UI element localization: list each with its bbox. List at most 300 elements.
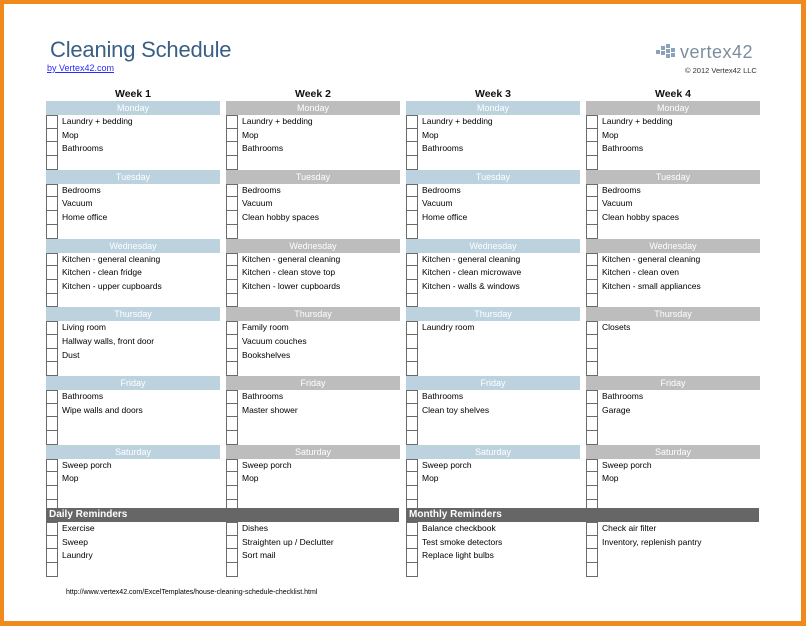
- task-row: [46, 335, 220, 349]
- task-row: [226, 253, 400, 267]
- task-row: [46, 294, 220, 308]
- reminder-checkbox[interactable]: [226, 563, 238, 577]
- task-checkbox[interactable]: [226, 156, 238, 170]
- task-label: Clean hobby spaces: [602, 212, 680, 223]
- task-label: Mop: [602, 129, 619, 140]
- task-row: [226, 335, 400, 349]
- task-checkbox[interactable]: [406, 142, 418, 156]
- task-checkbox[interactable]: [226, 335, 238, 349]
- task-label: Family room: [242, 322, 289, 333]
- task-label: Mop: [422, 129, 439, 140]
- day-block: [406, 307, 580, 376]
- task-row: [406, 253, 580, 267]
- task-label: Hallway walls, front door: [62, 335, 155, 346]
- day-block: [406, 376, 580, 445]
- task-checkbox[interactable]: [406, 197, 418, 211]
- task-row: [226, 321, 400, 335]
- day-header: Tuesday: [226, 170, 400, 184]
- task-checkbox[interactable]: [226, 362, 238, 376]
- task-checkbox[interactable]: [46, 211, 58, 225]
- reminder-checkbox[interactable]: [406, 522, 418, 536]
- day-block: [406, 239, 580, 308]
- task-row: [406, 184, 580, 198]
- day-header: Monday: [226, 101, 400, 115]
- task-row: [586, 184, 760, 198]
- task-row: [46, 142, 220, 156]
- task-label: Bathrooms: [602, 143, 644, 154]
- task-row: [46, 115, 220, 129]
- task-checkbox[interactable]: [586, 362, 598, 376]
- task-label: Kitchen - clean stove top: [242, 267, 336, 278]
- task-row: [226, 142, 400, 156]
- task-checkbox[interactable]: [46, 390, 58, 404]
- day-block: [46, 170, 220, 239]
- task-checkbox[interactable]: [586, 280, 598, 294]
- task-row: [406, 156, 580, 170]
- task-checkbox[interactable]: [226, 486, 238, 500]
- task-label: Home office: [62, 212, 108, 223]
- task-row: [406, 362, 580, 376]
- task-checkbox[interactable]: [226, 417, 238, 431]
- task-checkbox[interactable]: [406, 253, 418, 267]
- daily-reminders: [46, 508, 399, 561]
- task-checkbox[interactable]: [586, 225, 598, 239]
- task-row: [406, 459, 580, 473]
- day-header: Wednesday: [406, 239, 580, 253]
- day-header: Thursday: [406, 307, 580, 321]
- day-block: [406, 101, 580, 170]
- day-block: [586, 307, 760, 376]
- task-checkbox[interactable]: [586, 431, 598, 445]
- task-checkbox[interactable]: [586, 253, 598, 267]
- task-checkbox[interactable]: [586, 197, 598, 211]
- task-label: Kitchen - general cleaning: [62, 253, 161, 264]
- task-checkbox[interactable]: [586, 349, 598, 363]
- task-row: [226, 280, 400, 294]
- task-list: [586, 321, 760, 376]
- task-checkbox[interactable]: [46, 280, 58, 294]
- task-row: [406, 115, 580, 129]
- task-checkbox[interactable]: [406, 349, 418, 363]
- reminder-checkbox[interactable]: [586, 522, 598, 536]
- schedule-sheet: [4, 4, 801, 621]
- day-header: Tuesday: [46, 170, 220, 184]
- task-checkbox[interactable]: [46, 404, 58, 418]
- task-checkbox[interactable]: [46, 472, 58, 486]
- task-row: [226, 225, 400, 239]
- reminder-column: [226, 522, 400, 577]
- task-label: Vacuum: [422, 198, 453, 209]
- reminder-label: Replace light bulbs: [422, 550, 494, 561]
- reminder-checkbox[interactable]: [406, 536, 418, 550]
- reminder-row: [226, 522, 400, 536]
- reminder-checkbox[interactable]: [46, 563, 58, 577]
- task-checkbox[interactable]: [406, 294, 418, 308]
- task-label: Sweep porch: [242, 459, 292, 470]
- task-label: Sweep porch: [62, 459, 112, 470]
- task-checkbox[interactable]: [46, 129, 58, 143]
- task-checkbox[interactable]: [406, 431, 418, 445]
- day-header: Saturday: [226, 445, 400, 459]
- task-checkbox[interactable]: [226, 349, 238, 363]
- reminder-checkbox[interactable]: [226, 536, 238, 550]
- task-row: [406, 390, 580, 404]
- task-row: [586, 486, 760, 500]
- reminder-checkbox[interactable]: [46, 536, 58, 550]
- task-checkbox[interactable]: [226, 459, 238, 473]
- reminder-row: [406, 522, 580, 536]
- task-row: [586, 390, 760, 404]
- task-checkbox[interactable]: [586, 211, 598, 225]
- task-checkbox[interactable]: [226, 266, 238, 280]
- task-row: [406, 417, 580, 431]
- task-label: Kitchen - upper cupboards: [62, 280, 162, 291]
- task-row: [586, 211, 760, 225]
- task-label: Mop: [422, 473, 439, 484]
- task-row: [406, 280, 580, 294]
- task-checkbox[interactable]: [226, 404, 238, 418]
- day-header: Tuesday: [586, 170, 760, 184]
- reminder-row: [226, 563, 400, 577]
- reminder-checkbox[interactable]: [226, 522, 238, 536]
- day-block: [46, 445, 220, 514]
- reminder-checkbox[interactable]: [46, 549, 58, 563]
- task-checkbox[interactable]: [406, 321, 418, 335]
- task-checkbox[interactable]: [46, 253, 58, 267]
- task-row: [226, 390, 400, 404]
- task-checkbox[interactable]: [46, 362, 58, 376]
- task-list: [46, 184, 220, 239]
- task-checkbox[interactable]: [586, 156, 598, 170]
- task-label: Bathrooms: [62, 143, 104, 154]
- day-header: Monday: [46, 101, 220, 115]
- task-label: Kitchen - general cleaning: [422, 253, 521, 264]
- daily-reminders-title: Daily Reminders: [46, 508, 399, 522]
- reminder-row: [406, 549, 580, 563]
- reminder-label: Laundry: [62, 550, 93, 561]
- task-row: [226, 266, 400, 280]
- task-checkbox[interactable]: [586, 404, 598, 418]
- task-checkbox[interactable]: [226, 253, 238, 267]
- task-checkbox[interactable]: [226, 115, 238, 129]
- task-checkbox[interactable]: [226, 129, 238, 143]
- task-row: [406, 266, 580, 280]
- task-checkbox[interactable]: [226, 321, 238, 335]
- task-row: [226, 184, 400, 198]
- week-column: [406, 88, 580, 514]
- task-row: [46, 390, 220, 404]
- day-header: Thursday: [226, 307, 400, 321]
- day-block: [226, 445, 400, 514]
- task-checkbox[interactable]: [226, 472, 238, 486]
- day-block: [226, 170, 400, 239]
- task-checkbox[interactable]: [46, 349, 58, 363]
- reminder-row: [46, 536, 220, 550]
- task-row: [586, 266, 760, 280]
- reminder-column: [406, 522, 580, 577]
- task-row: [586, 280, 760, 294]
- task-checkbox[interactable]: [226, 184, 238, 198]
- reminder-row: [226, 536, 400, 550]
- reminder-checkbox[interactable]: [406, 549, 418, 563]
- monthly-reminders-title: Monthly Reminders: [406, 508, 759, 522]
- day-block: [226, 376, 400, 445]
- task-checkbox[interactable]: [406, 417, 418, 431]
- day-block: [406, 445, 580, 514]
- reminder-row: [586, 549, 760, 563]
- task-checkbox[interactable]: [226, 142, 238, 156]
- task-row: [46, 225, 220, 239]
- day-header: Saturday: [46, 445, 220, 459]
- task-checkbox[interactable]: [46, 142, 58, 156]
- task-checkbox[interactable]: [586, 459, 598, 473]
- task-label: Kitchen - lower cupboards: [242, 280, 341, 291]
- task-label: Clean toy shelves: [422, 404, 490, 415]
- task-row: [586, 142, 760, 156]
- footer-url[interactable]: http://www.vertex42.com/ExcelTemplates/house-cleaning-schedule-checklist.html: [66, 589, 318, 596]
- task-checkbox[interactable]: [46, 486, 58, 500]
- task-label: Kitchen - small appliances: [602, 280, 701, 291]
- reminder-list: [226, 522, 400, 577]
- reminder-checkbox[interactable]: [586, 563, 598, 577]
- task-row: [46, 362, 220, 376]
- task-label: Bathrooms: [242, 143, 284, 154]
- task-checkbox[interactable]: [406, 156, 418, 170]
- reminder-checkbox[interactable]: [586, 549, 598, 563]
- task-row: [226, 115, 400, 129]
- task-label: Kitchen - general cleaning: [242, 253, 341, 264]
- task-row: [46, 486, 220, 500]
- vertex42-logo: [654, 42, 764, 64]
- task-checkbox[interactable]: [406, 225, 418, 239]
- task-checkbox[interactable]: [46, 335, 58, 349]
- reminder-label: Inventory, replenish pantry: [602, 536, 702, 547]
- day-header: Thursday: [586, 307, 760, 321]
- day-block: [46, 239, 220, 308]
- task-row: [586, 335, 760, 349]
- task-row: [226, 486, 400, 500]
- task-row: [46, 349, 220, 363]
- task-checkbox[interactable]: [586, 184, 598, 198]
- task-row: [586, 294, 760, 308]
- task-label: Bedrooms: [422, 184, 461, 195]
- task-row: [406, 211, 580, 225]
- task-list: [226, 321, 400, 376]
- task-row: [586, 129, 760, 143]
- task-label: Laundry + bedding: [242, 116, 313, 126]
- task-checkbox[interactable]: [406, 362, 418, 376]
- task-checkbox[interactable]: [586, 321, 598, 335]
- task-list: [586, 390, 760, 445]
- task-checkbox[interactable]: [586, 486, 598, 500]
- task-checkbox[interactable]: [46, 294, 58, 308]
- task-row: [586, 321, 760, 335]
- day-block: [586, 170, 760, 239]
- task-checkbox[interactable]: [46, 431, 58, 445]
- task-checkbox[interactable]: [406, 404, 418, 418]
- task-row: [586, 156, 760, 170]
- reminder-row: [46, 563, 220, 577]
- task-list: [406, 390, 580, 445]
- task-list: [226, 390, 400, 445]
- day-block: [406, 170, 580, 239]
- task-row: [586, 225, 760, 239]
- task-row: [406, 197, 580, 211]
- task-label: Mop: [62, 473, 79, 484]
- task-row: [226, 404, 400, 418]
- task-row: [226, 459, 400, 473]
- task-checkbox[interactable]: [586, 115, 598, 129]
- task-row: [406, 404, 580, 418]
- task-label: Vacuum: [602, 198, 633, 209]
- task-checkbox[interactable]: [226, 225, 238, 239]
- reminder-list: [406, 522, 580, 577]
- task-label: Bathrooms: [62, 391, 104, 401]
- task-list: [586, 115, 760, 170]
- task-label: Vacuum: [242, 198, 273, 209]
- task-checkbox[interactable]: [226, 197, 238, 211]
- task-checkbox[interactable]: [226, 431, 238, 445]
- task-checkbox[interactable]: [586, 294, 598, 308]
- task-list: [586, 459, 760, 514]
- day-header: Wednesday: [586, 239, 760, 253]
- task-checkbox[interactable]: [406, 459, 418, 473]
- task-checkbox[interactable]: [406, 486, 418, 500]
- task-label: Kitchen - clean fridge: [62, 267, 142, 278]
- day-block: [46, 101, 220, 170]
- task-checkbox[interactable]: [586, 129, 598, 143]
- task-checkbox[interactable]: [46, 321, 58, 335]
- task-row: [226, 156, 400, 170]
- day-block: [46, 307, 220, 376]
- task-label: Kitchen - general cleaning: [602, 253, 701, 264]
- task-checkbox[interactable]: [406, 184, 418, 198]
- reminder-checkbox[interactable]: [406, 563, 418, 577]
- day-block: [586, 239, 760, 308]
- task-checkbox[interactable]: [46, 459, 58, 473]
- task-row: [586, 472, 760, 486]
- reminder-label: Dishes: [242, 523, 268, 533]
- reminder-label: Sort mail: [242, 550, 276, 561]
- task-checkbox[interactable]: [406, 280, 418, 294]
- task-row: [226, 362, 400, 376]
- task-checkbox[interactable]: [586, 266, 598, 280]
- task-row: [406, 335, 580, 349]
- task-label: Mop: [62, 129, 79, 140]
- task-checkbox[interactable]: [226, 294, 238, 308]
- reminder-list: [46, 522, 220, 577]
- task-checkbox[interactable]: [406, 335, 418, 349]
- task-checkbox[interactable]: [406, 266, 418, 280]
- day-header: Thursday: [46, 307, 220, 321]
- day-header: Wednesday: [226, 239, 400, 253]
- task-list: [46, 253, 220, 308]
- task-checkbox[interactable]: [406, 115, 418, 129]
- task-label: Wipe walls and doors: [62, 404, 143, 415]
- task-label: Laundry room: [422, 322, 475, 333]
- task-label: Clean hobby spaces: [242, 212, 320, 223]
- task-checkbox[interactable]: [46, 184, 58, 198]
- task-list: [46, 321, 220, 376]
- task-list: [46, 390, 220, 445]
- task-list: [46, 115, 220, 170]
- task-checkbox[interactable]: [586, 472, 598, 486]
- task-row: [226, 197, 400, 211]
- reminder-row: [406, 563, 580, 577]
- day-header: Friday: [406, 376, 580, 390]
- task-row: [226, 417, 400, 431]
- task-checkbox[interactable]: [226, 390, 238, 404]
- task-label: Laundry + bedding: [422, 116, 493, 126]
- week-column: [586, 88, 760, 514]
- reminder-label: Straighten up / Declutter: [242, 536, 334, 547]
- reminder-column: [46, 522, 220, 577]
- task-checkbox[interactable]: [406, 472, 418, 486]
- task-checkbox[interactable]: [46, 115, 58, 129]
- task-label: Dust: [62, 349, 80, 360]
- task-checkbox[interactable]: [46, 417, 58, 431]
- task-label: Vacuum couches: [242, 335, 307, 346]
- task-list: [406, 184, 580, 239]
- reminder-checkbox[interactable]: [586, 536, 598, 550]
- week-title: Week 4: [655, 88, 691, 100]
- task-list: [406, 115, 580, 170]
- reminder-list: [586, 522, 760, 577]
- reminder-label: Test smoke detectors: [422, 536, 503, 547]
- task-checkbox[interactable]: [226, 211, 238, 225]
- task-row: [46, 431, 220, 445]
- task-checkbox[interactable]: [586, 417, 598, 431]
- task-list: [226, 184, 400, 239]
- task-row: [46, 280, 220, 294]
- task-checkbox[interactable]: [586, 142, 598, 156]
- reminder-row: [46, 549, 220, 563]
- task-row: [46, 184, 220, 198]
- task-list: [586, 184, 760, 239]
- task-checkbox[interactable]: [406, 390, 418, 404]
- task-row: [586, 417, 760, 431]
- task-checkbox[interactable]: [46, 197, 58, 211]
- task-row: [226, 472, 400, 486]
- task-label: Bedrooms: [62, 184, 101, 195]
- task-row: [586, 349, 760, 363]
- reminder-checkbox[interactable]: [226, 549, 238, 563]
- task-checkbox[interactable]: [46, 225, 58, 239]
- task-checkbox[interactable]: [226, 280, 238, 294]
- task-checkbox[interactable]: [46, 266, 58, 280]
- task-checkbox[interactable]: [46, 156, 58, 170]
- day-block: [586, 376, 760, 445]
- day-block: [226, 239, 400, 308]
- task-row: [586, 404, 760, 418]
- task-checkbox[interactable]: [586, 390, 598, 404]
- task-row: [406, 129, 580, 143]
- reminder-row: [586, 563, 760, 577]
- day-header: Saturday: [586, 445, 760, 459]
- task-label: Mop: [242, 129, 259, 140]
- task-list: [406, 253, 580, 308]
- task-checkbox[interactable]: [406, 211, 418, 225]
- task-checkbox[interactable]: [406, 129, 418, 143]
- task-checkbox[interactable]: [586, 335, 598, 349]
- task-row: [586, 197, 760, 211]
- day-block: [226, 307, 400, 376]
- week-title: Week 1: [115, 88, 151, 100]
- task-label: Bathrooms: [422, 143, 464, 154]
- reminder-checkbox[interactable]: [46, 522, 58, 536]
- task-row: [406, 349, 580, 363]
- vertex42-link[interactable]: by Vertex42.com: [47, 63, 115, 73]
